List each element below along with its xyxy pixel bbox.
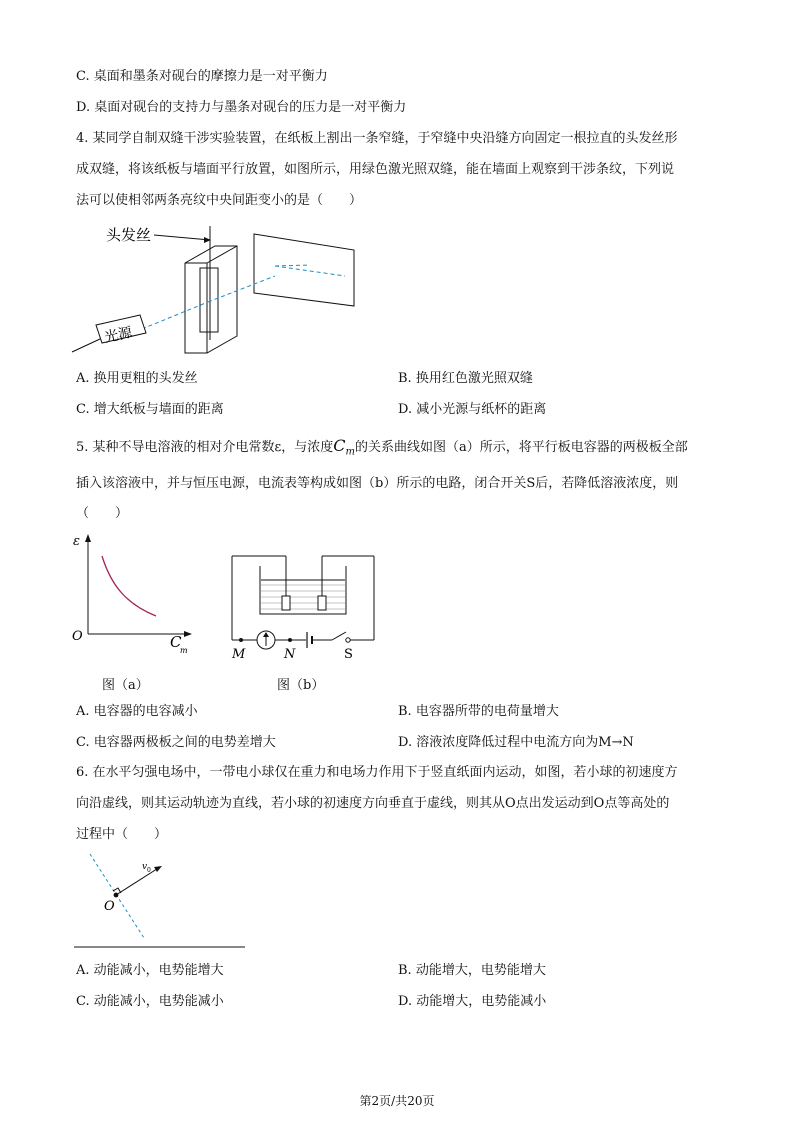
q5-stem-line3: （ ） [76, 506, 129, 521]
caption-b: 图（b） [277, 678, 325, 693]
q4-option-a: A. 换用更粗的头发丝 [76, 371, 198, 386]
q5-option-a: A. 电容器的电容减小 [76, 704, 198, 719]
q4-stem-line1: 4. 某同学自制双缝干涉实验装置，在纸板上割出一条窄缝，于窄缝中央沿缝方向固定一根拉直的头发丝形 [76, 131, 678, 146]
q4-double-slit-figure [70, 218, 370, 358]
q5-cm-subscript: m [345, 446, 356, 458]
q6-option-b: B. 动能增大，电势能增大 [398, 963, 546, 978]
q3-option-d: D. 桌面对砚台的支持力与墨条对砚台的压力是一对平衡力 [76, 100, 407, 115]
q3-option-c: C. 桌面和墨条对砚台的摩擦力是一对平衡力 [76, 69, 328, 84]
cm-axis-subscript: m [180, 646, 188, 655]
caption-a: 图（a） [102, 678, 149, 693]
q4-stem-line2: 成双缝，将该纸板与墙面平行放置，如图所示，用绿色激光照双缝，能在墙面上观察到干涉条纹，下列说 [76, 162, 675, 177]
hair-label: 头发丝 [106, 226, 152, 244]
q5-option-c: C. 电容器两极板之间的电势差增大 [76, 735, 276, 750]
q5-cm-symbol: C [333, 436, 346, 455]
q5-stem-line2: 插入该溶液中，并与恒压电源，电流表等构成如图（b）所示的电路，闭合开关S后，若降低溶液浓度，则 [76, 476, 679, 491]
origin-label-a: O [72, 629, 83, 644]
q6-origin-label: O [104, 899, 115, 914]
q5-option-d: D. 溶液浓度降低过程中电流方向为M→N [398, 735, 634, 750]
q4-option-b: B. 换用红色激光照双缝 [398, 371, 533, 386]
q5-figure-b-circuit [224, 548, 384, 663]
q5-stem-line1-start: 5. 某种不导电溶液的相对介电常数ε，与浓度 [76, 440, 334, 455]
q6-option-a: A. 动能减小，电势能增大 [76, 963, 224, 978]
q6-stem-line3: 过程中（ ） [76, 827, 168, 842]
q6-figure [70, 850, 250, 955]
q5-stem-line1 [76, 438, 688, 461]
page-footer: 第2页/共20页 [359, 1094, 435, 1108]
q4-stem-line3: 法可以使相邻两条亮纹中央间距变小的是（ ） [76, 193, 363, 208]
source-label: 光源 [103, 324, 134, 347]
q5-figure-a-curve [66, 530, 196, 660]
s-label: S [344, 647, 353, 662]
m-label: M [232, 647, 246, 662]
n-label: N [284, 647, 296, 662]
v0-label: v [142, 862, 148, 872]
q5-stem-line1-end: 的关系曲线如图（a）所示，将平行板电容器的两极板全部 [355, 440, 688, 455]
q5-option-b: B. 电容器所带的电荷量增大 [398, 704, 559, 719]
v0-subscript: 0 [147, 867, 151, 874]
q6-option-c: C. 动能减小，电势能减小 [76, 994, 224, 1009]
q6-option-d: D. 动能增大，电势能减小 [398, 994, 547, 1009]
q4-option-d: D. 减小光源与纸杯的距离 [398, 402, 547, 417]
q4-option-c: C. 增大纸板与墙面的距离 [76, 402, 224, 417]
cm-axis-label: C [170, 633, 182, 651]
q6-stem-line2: 向沿虚线，则其运动轨迹为直线，若小球的初速度方向垂直于虚线，则其从O点出发运动到O点等高处的 [76, 796, 670, 811]
epsilon-label: ε [73, 534, 80, 549]
q6-stem-line1: 6. 在水平匀强电场中，一带电小球仅在重力和电场力作用下于竖直纸面内运动，如图，若小球的初速度方 [76, 765, 678, 780]
